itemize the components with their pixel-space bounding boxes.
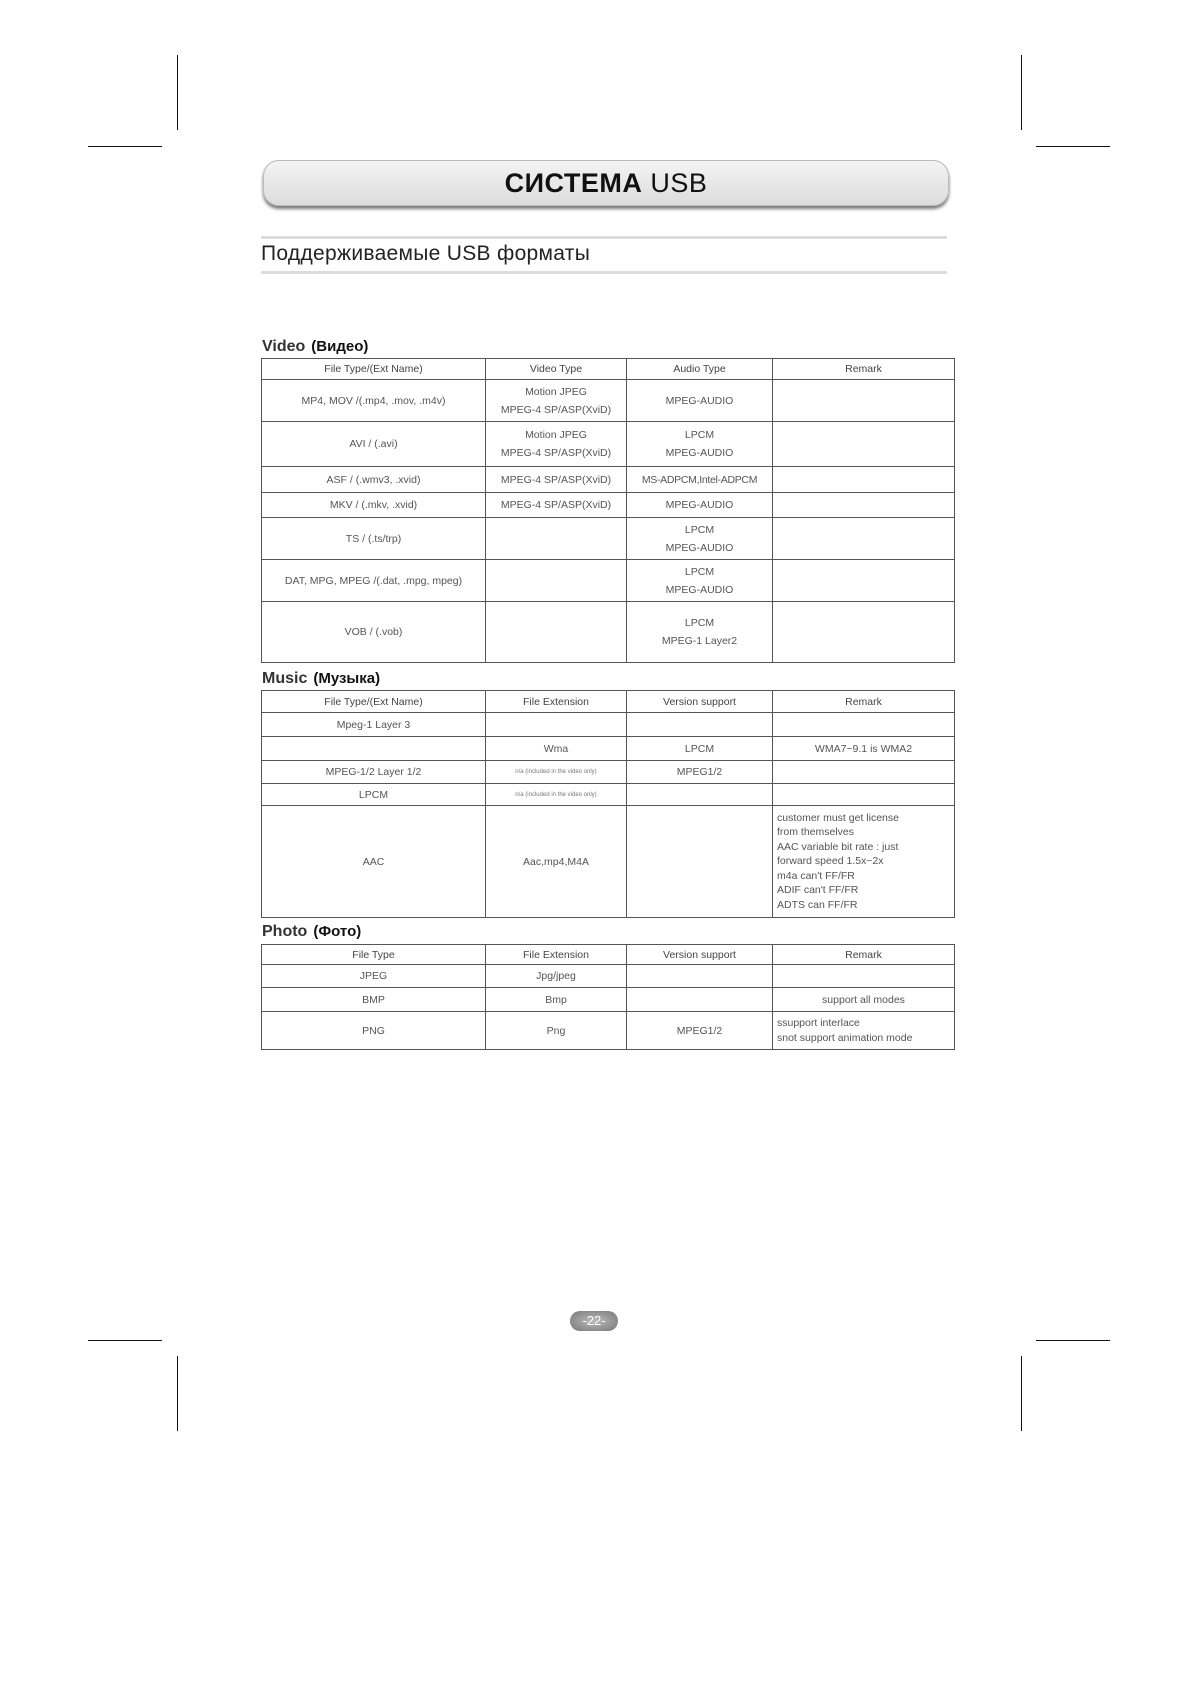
table-cell: Motion JPEG MPEG-4 SP/ASP(XviD) bbox=[486, 380, 627, 422]
table-cell: Aac,mp4,M4A bbox=[486, 806, 627, 918]
header-cell: Version support bbox=[627, 691, 773, 713]
table-cell: MPEG-4 SP/ASP(XviD) bbox=[486, 493, 627, 518]
section-subtitle bbox=[261, 236, 947, 274]
table-cell bbox=[773, 713, 955, 737]
video-table bbox=[261, 358, 955, 663]
table-cell bbox=[773, 380, 955, 422]
table-cell: Png bbox=[486, 1012, 627, 1050]
table-cell bbox=[773, 422, 955, 467]
table-cell: MPEG1/2 bbox=[627, 1012, 773, 1050]
table-cell: LPCM bbox=[627, 737, 773, 761]
table-row bbox=[262, 493, 955, 518]
table-cell bbox=[627, 713, 773, 737]
table-cell: AVI / (.avi) bbox=[262, 422, 486, 467]
music-table bbox=[261, 690, 955, 918]
video-heading-ru: (Видео) bbox=[311, 338, 369, 355]
subtitle-text: Поддерживаемые USB форматы bbox=[261, 242, 591, 265]
table-cell: Bmp bbox=[486, 988, 627, 1012]
page-title-bar bbox=[263, 160, 949, 206]
photo-heading-ru: (Фото) bbox=[313, 923, 362, 940]
table-header-row bbox=[262, 691, 955, 713]
table-cell bbox=[773, 965, 955, 988]
table-cell: MS-ADPCM,Intel-ADPCM bbox=[627, 467, 773, 493]
table-cell: MPEG-AUDIO bbox=[627, 380, 773, 422]
table-cell: BMP bbox=[262, 988, 486, 1012]
photo-heading-en: Photo bbox=[262, 923, 308, 940]
header-cell: Remark bbox=[773, 359, 955, 380]
table-cell: MPEG1/2 bbox=[627, 761, 773, 784]
table-row bbox=[262, 988, 955, 1012]
table-cell: MPEG-1/2 Layer 1/2 bbox=[262, 761, 486, 784]
crop-mark bbox=[1021, 55, 1022, 130]
table-cell bbox=[627, 806, 773, 918]
table-row bbox=[262, 806, 955, 918]
table-cell: n/a (included in the video only) bbox=[486, 784, 627, 806]
header-cell: File Extension bbox=[486, 945, 627, 965]
header-cell: Audio Type bbox=[627, 359, 773, 380]
table-cell bbox=[773, 518, 955, 560]
table-cell: ssupport interlace snot support animation mode bbox=[773, 1012, 955, 1050]
table-cell: PNG bbox=[262, 1012, 486, 1050]
table-row bbox=[262, 1012, 955, 1050]
table-cell: MP4, MOV /(.mp4, .mov, .m4v) bbox=[262, 380, 486, 422]
table-cell bbox=[627, 965, 773, 988]
table-row bbox=[262, 380, 955, 422]
music-heading bbox=[262, 670, 380, 688]
table-cell: MPEG-4 SP/ASP(XviD) bbox=[486, 467, 627, 493]
table-cell: customer must get license from themselves AAC variable bit rate : just forward speed 1.5x~2x m4a can't FF/FR ADIF can't FF/FR ADTS can FF/FR bbox=[773, 806, 955, 918]
table-row bbox=[262, 737, 955, 761]
table-cell bbox=[773, 467, 955, 493]
table-cell: DAT, MPG, MPEG /(.dat, .mpg, mpeg) bbox=[262, 560, 486, 602]
table-cell bbox=[773, 602, 955, 663]
table-cell: n/a (included in the video only) bbox=[486, 761, 627, 784]
table-row bbox=[262, 784, 955, 806]
header-cell: Remark bbox=[773, 945, 955, 965]
table-cell: TS / (.ts/trp) bbox=[262, 518, 486, 560]
table-cell bbox=[262, 737, 486, 761]
crop-mark bbox=[88, 1340, 162, 1341]
table-cell: JPEG bbox=[262, 965, 486, 988]
table-cell: Jpg/jpeg bbox=[486, 965, 627, 988]
header-cell: File Type bbox=[262, 945, 486, 965]
crop-mark bbox=[1036, 146, 1110, 147]
table-cell: LPCM MPEG-AUDIO bbox=[627, 518, 773, 560]
page-title: СИСТЕМА USB bbox=[504, 167, 708, 198]
table-cell: Mpeg-1 Layer 3 bbox=[262, 713, 486, 737]
music-heading-ru: (Музыка) bbox=[313, 670, 381, 687]
table-cell bbox=[486, 602, 627, 663]
table-cell bbox=[627, 784, 773, 806]
table-row bbox=[262, 467, 955, 493]
header-cell: Video Type bbox=[486, 359, 627, 380]
table-cell: ASF / (.wmv3, .xvid) bbox=[262, 467, 486, 493]
table-row bbox=[262, 761, 955, 784]
table-cell: VOB / (.vob) bbox=[262, 602, 486, 663]
table-cell: LPCM MPEG-AUDIO bbox=[627, 560, 773, 602]
table-row bbox=[262, 602, 955, 663]
table-cell: support all modes bbox=[773, 988, 955, 1012]
header-cell: File Type/(Ext Name) bbox=[262, 359, 486, 380]
header-cell: Remark bbox=[773, 691, 955, 713]
crop-mark bbox=[177, 55, 178, 130]
table-cell: MKV / (.mkv, .xvid) bbox=[262, 493, 486, 518]
table-cell: MPEG-AUDIO bbox=[627, 493, 773, 518]
video-heading-en: Video bbox=[262, 338, 306, 355]
table-cell: LPCM MPEG-1 Layer2 bbox=[627, 602, 773, 663]
table-cell bbox=[773, 784, 955, 806]
table-cell: AAC bbox=[262, 806, 486, 918]
photo-table bbox=[261, 944, 955, 1050]
table-row bbox=[262, 713, 955, 737]
table-cell bbox=[773, 761, 955, 784]
page-number: -22- bbox=[570, 1311, 618, 1331]
table-cell bbox=[773, 493, 955, 518]
header-cell: File Extension bbox=[486, 691, 627, 713]
table-row bbox=[262, 518, 955, 560]
header-cell: Version support bbox=[627, 945, 773, 965]
table-cell bbox=[486, 713, 627, 737]
table-header-row bbox=[262, 359, 955, 380]
table-cell bbox=[486, 518, 627, 560]
crop-mark bbox=[177, 1356, 178, 1431]
photo-heading bbox=[262, 923, 361, 941]
crop-mark bbox=[1021, 1356, 1022, 1431]
header-cell: File Type/(Ext Name) bbox=[262, 691, 486, 713]
table-cell: LPCM MPEG-AUDIO bbox=[627, 422, 773, 467]
table-row bbox=[262, 560, 955, 602]
table-cell bbox=[773, 560, 955, 602]
table-cell: WMA7~9.1 is WMA2 bbox=[773, 737, 955, 761]
table-row bbox=[262, 965, 955, 988]
crop-mark bbox=[88, 146, 162, 147]
table-header-row bbox=[262, 945, 955, 965]
table-row bbox=[262, 422, 955, 467]
crop-mark bbox=[1036, 1340, 1110, 1341]
music-heading-en: Music bbox=[262, 670, 308, 687]
table-cell bbox=[486, 560, 627, 602]
table-cell: Wma bbox=[486, 737, 627, 761]
table-cell bbox=[627, 988, 773, 1012]
table-cell: Motion JPEG MPEG-4 SP/ASP(XviD) bbox=[486, 422, 627, 467]
table-cell: LPCM bbox=[262, 784, 486, 806]
video-heading bbox=[262, 338, 368, 356]
